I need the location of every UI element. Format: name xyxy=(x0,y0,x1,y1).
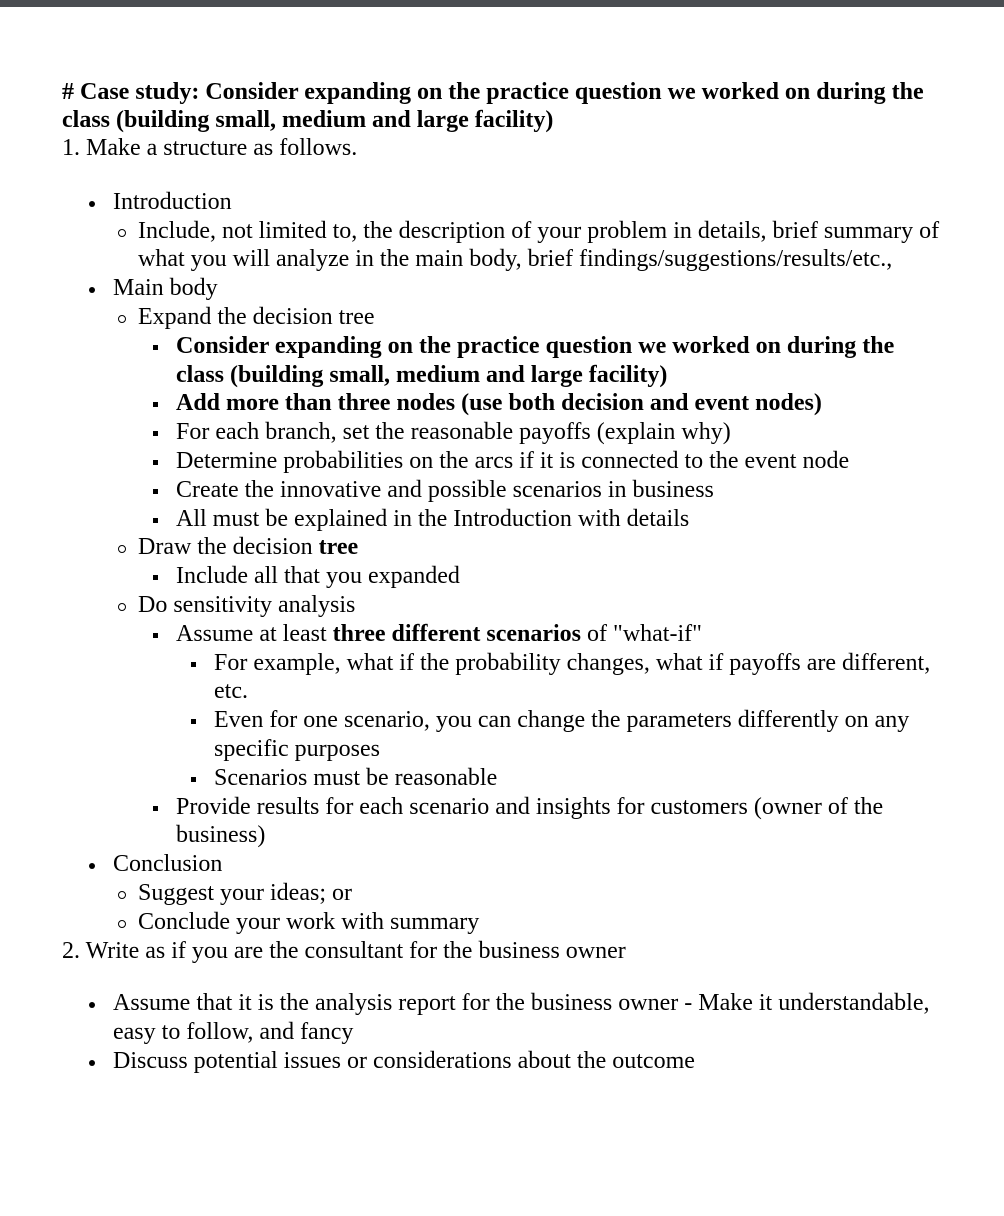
draw-decision-tree: Draw the decision tree Include all that you expanded xyxy=(113,533,942,591)
list-item: Consider expanding on the practice question we worked on during the class (building small, medium and large facility) xyxy=(138,332,942,390)
main-body-label: Main body xyxy=(113,275,218,302)
window-top-bar xyxy=(0,0,1004,7)
list-item: Conclude your work with summary xyxy=(113,908,942,937)
list-item: Even for one scenario, you can change the parameters differently on any specific purposes xyxy=(176,706,942,764)
list-item: For each branch, set the reasonable payoffs (explain why) xyxy=(138,418,942,447)
list-item: Scenarios must be reasonable xyxy=(176,764,942,793)
document-page xyxy=(62,78,942,1076)
list-item: All must be explained in the Introduction with details xyxy=(138,505,942,534)
list-item: Suggest your ideas; or xyxy=(113,879,942,908)
step-2-heading: 2. Write as if you are the consultant for the business owner xyxy=(62,937,626,964)
introduction-detail: Include, not limited to, the description of your problem in details, brief summary of what you will analyze in the main body, brief findings/suggestions/results/etc., xyxy=(113,217,942,275)
consultant-list xyxy=(62,989,942,1075)
introduction-label: Introduction xyxy=(113,188,232,215)
list-item: Discuss potential issues or considerations about the outcome xyxy=(62,1047,942,1076)
list-item: Include all that you expanded xyxy=(138,562,942,591)
list-item: Determine probabilities on the arcs if it is connected to the event node xyxy=(138,447,942,476)
expand-decision-tree: Expand the decision tree Consider expanding on the practice question we worked on during the class (building small, medium and large facility) Add more than three nodes (use both decision and event nodes) For each branch, set the reasonable payoffs (explain why) Determine probabilities on the arcs if it is connected to the event node Create the innovative and possible scenarios in business All must be explained in the Introduction with details xyxy=(113,303,942,533)
step-1-heading: 1. Make a structure as follows. xyxy=(62,135,358,161)
conclusion-label: Conclusion xyxy=(113,851,223,878)
list-item: Assume at least three different scenarios of "what-if" For example, what if the probability changes, what if payoffs are different, etc. Even for one scenario, you can change the parameters differently on any specific purposes Scenarios must be reasonable xyxy=(138,620,942,793)
sensitivity-analysis: Do sensitivity analysis Assume at least three different scenarios of "what-if" For example, what if the probability changes, what if payoffs are different, etc. Even for one scenario, you can change the parameters differently on any specific purposes Scenarios must be reasonable Provide results for each scenario and insights for customers (owner of the business) xyxy=(113,591,942,850)
list-item: Create the innovative and possible scenarios in business xyxy=(138,476,942,505)
list-item-main-body xyxy=(62,274,942,850)
page-title: # Case study: Consider expanding on the practice question we worked on during the class (building small, medium and large facility) xyxy=(62,79,924,133)
list-item-introduction xyxy=(62,188,942,274)
list-item: Provide results for each scenario and insights for customers (owner of the business) xyxy=(138,793,942,851)
list-item-conclusion xyxy=(62,850,942,936)
list-item: For example, what if the probability changes, what if payoffs are different, etc. xyxy=(176,649,942,707)
list-item: Assume that it is the analysis report for the business owner - Make it understandable, easy to follow, and fancy xyxy=(62,989,942,1047)
list-item: Add more than three nodes (use both decision and event nodes) xyxy=(138,389,942,418)
structure-list xyxy=(62,188,942,937)
